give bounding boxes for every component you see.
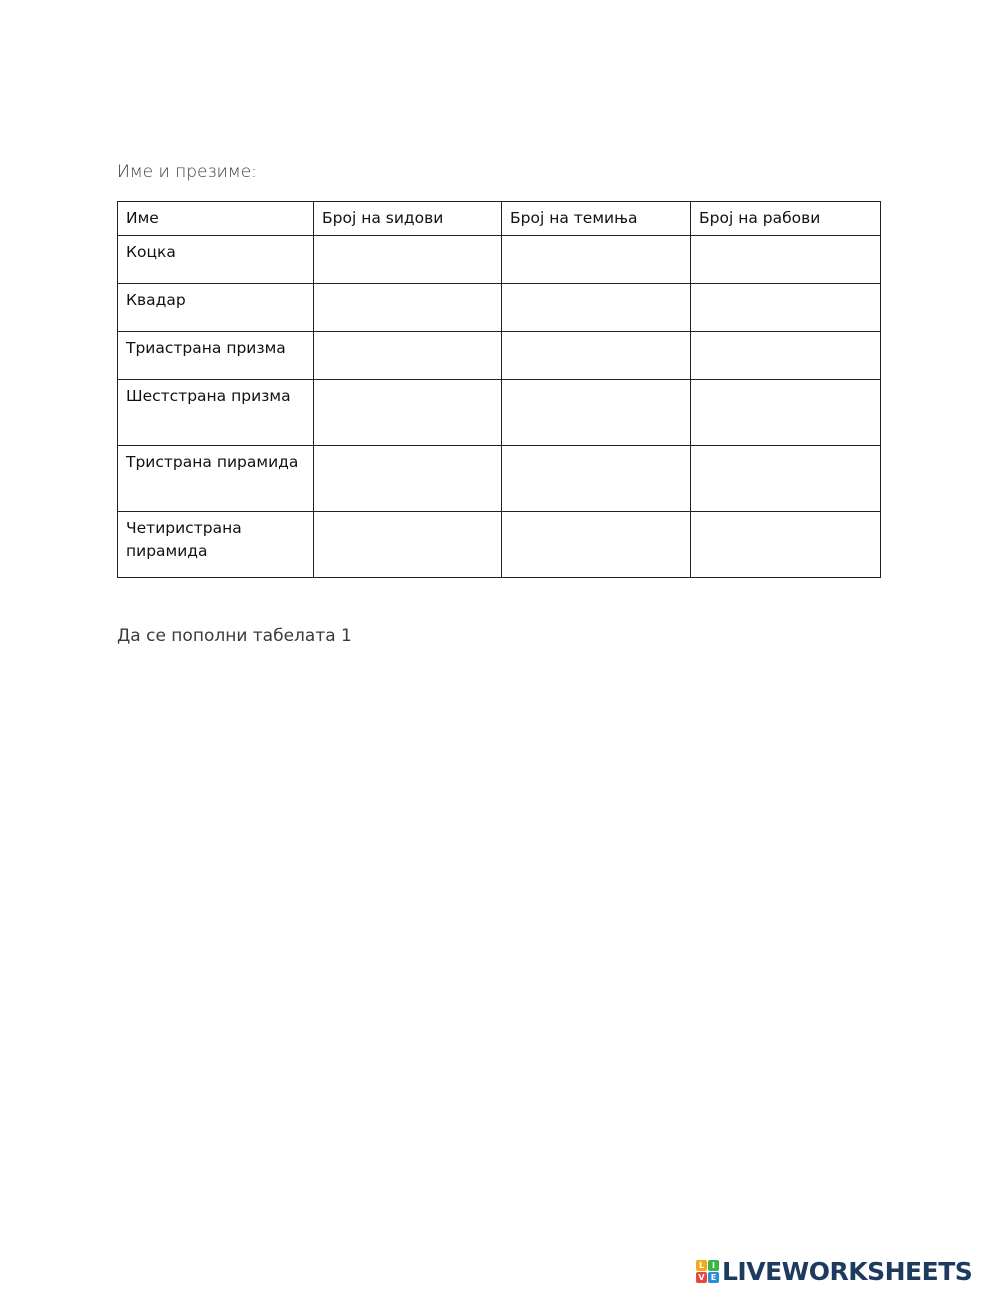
- header-name: Име: [118, 202, 314, 236]
- cell-faces[interactable]: [314, 284, 502, 332]
- liveworksheets-logo-text: LIVEWORKSHEETS: [722, 1256, 973, 1286]
- cell-edges[interactable]: [691, 512, 881, 578]
- cell-vertices[interactable]: [502, 512, 691, 578]
- cell-edges[interactable]: [691, 380, 881, 446]
- row-name-triangular-prism: Триастрана призма: [118, 332, 314, 380]
- table-row: [118, 332, 881, 380]
- row-name-cuboid: Квадар: [118, 284, 314, 332]
- header-faces: Број на ѕидови: [314, 202, 502, 236]
- logo-tile-v: V: [696, 1272, 707, 1283]
- row-name-square-pyramid: Четиристрана пирамида: [118, 512, 314, 578]
- liveworksheets-logo: [696, 1256, 972, 1286]
- logo-tile-i: I: [708, 1260, 719, 1271]
- solids-table: [117, 201, 881, 578]
- cell-faces[interactable]: [314, 380, 502, 446]
- row-name-triangular-pyramid: Тристрана пирамида: [118, 446, 314, 512]
- cell-vertices[interactable]: [502, 284, 691, 332]
- instruction-text: Да се пополни табелата 1: [117, 626, 352, 646]
- cell-faces[interactable]: [314, 446, 502, 512]
- cell-faces[interactable]: [314, 512, 502, 578]
- table-row: [118, 380, 881, 446]
- table-row: [118, 236, 881, 284]
- cell-edges[interactable]: [691, 332, 881, 380]
- cell-edges[interactable]: [691, 284, 881, 332]
- cell-vertices[interactable]: [502, 236, 691, 284]
- name-surname-label: Име и презиме:: [117, 162, 257, 182]
- cell-faces[interactable]: [314, 236, 502, 284]
- cell-edges[interactable]: [691, 446, 881, 512]
- cell-vertices[interactable]: [502, 446, 691, 512]
- table-header-row: [118, 202, 881, 236]
- cell-vertices[interactable]: [502, 332, 691, 380]
- table-row: [118, 512, 881, 578]
- logo-tile-l: L: [696, 1260, 707, 1271]
- header-edges: Број на рабови: [691, 202, 881, 236]
- table-row: [118, 284, 881, 332]
- cell-vertices[interactable]: [502, 380, 691, 446]
- header-vertices: Број на темиња: [502, 202, 691, 236]
- row-name-hexagonal-prism: Шестстрана призма: [118, 380, 314, 446]
- logo-tile-e: E: [708, 1272, 719, 1283]
- cell-faces[interactable]: [314, 332, 502, 380]
- table-row: [118, 446, 881, 512]
- row-name-cube: Коцка: [118, 236, 314, 284]
- cell-edges[interactable]: [691, 236, 881, 284]
- liveworksheets-logo-icon: [696, 1260, 719, 1283]
